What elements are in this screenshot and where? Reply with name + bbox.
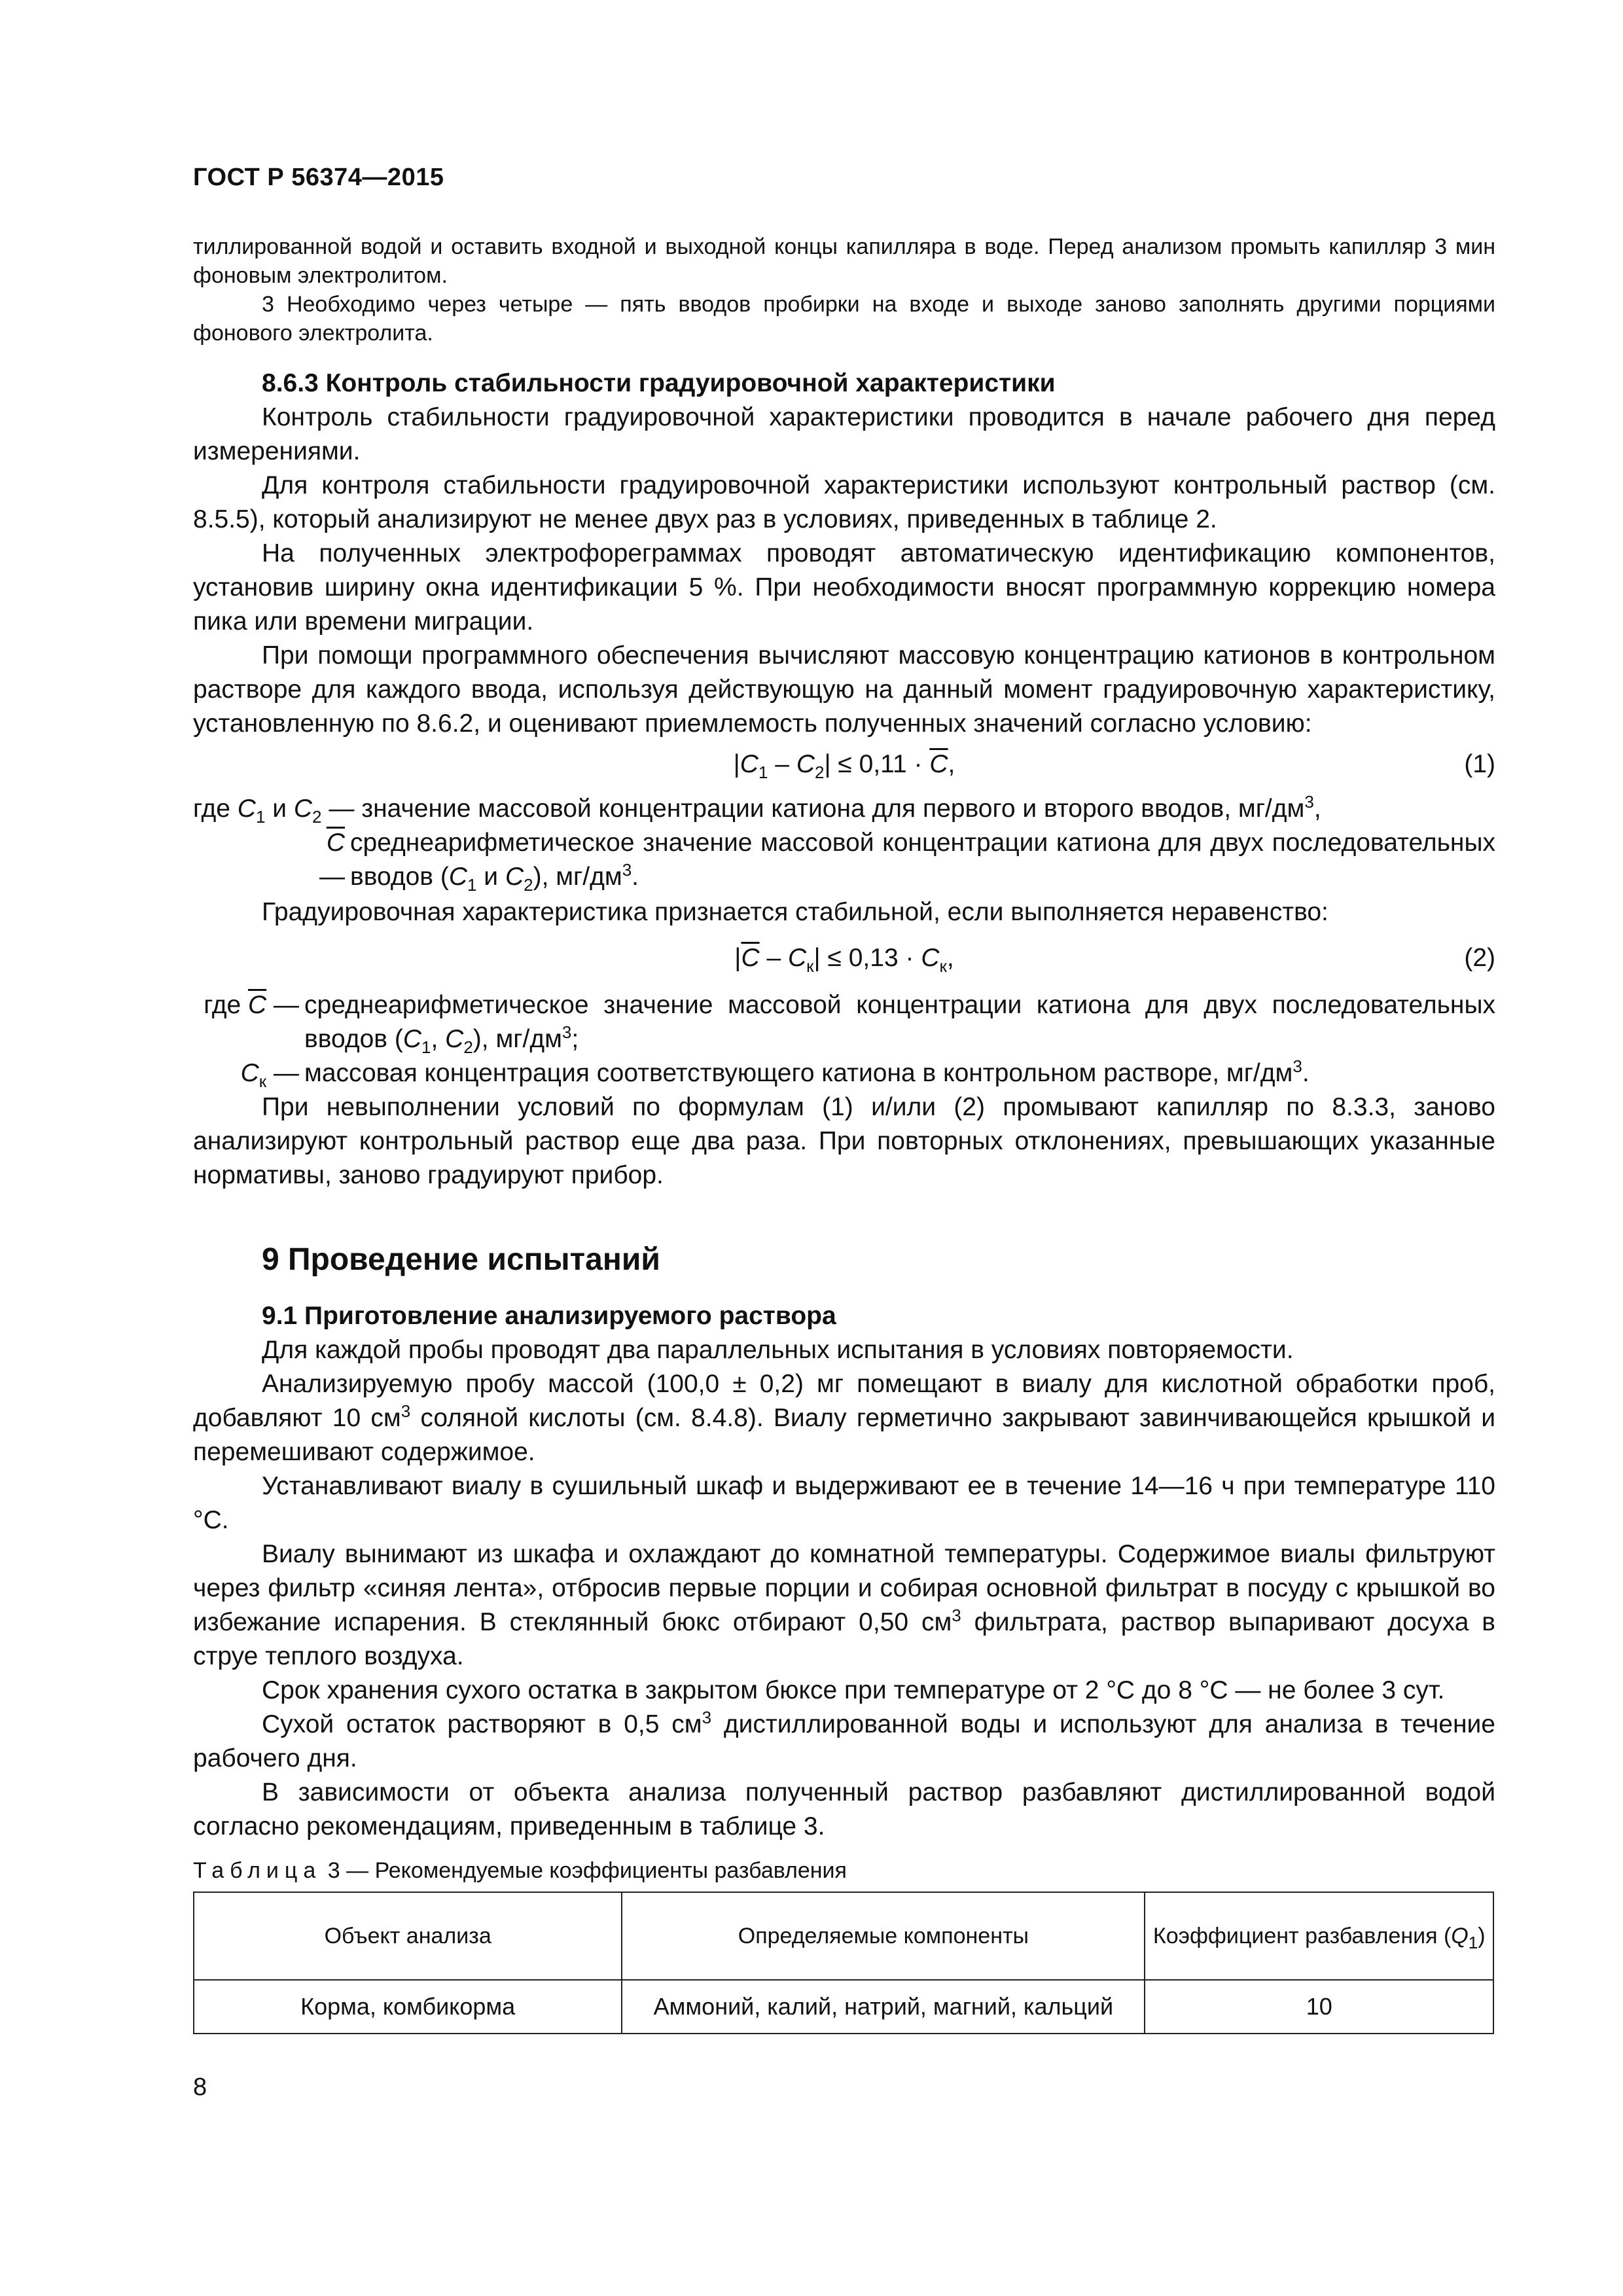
table-header-cell: Определяемые компоненты xyxy=(622,1892,1145,1980)
formula-1 xyxy=(193,746,1495,783)
definition-c-mean-2 xyxy=(193,988,1495,1056)
table-cell: Корма, комбикорма xyxy=(194,1980,622,2034)
subsection-heading: 9.1 Приготовление анализируемого раствора xyxy=(262,1302,836,1330)
section-heading: 8.6.3 Контроль стабильности градуировочной характеристики xyxy=(262,369,1056,397)
section-8-6-3 xyxy=(193,367,1495,1193)
paragraph: Для контроля стабильности градуировочной характеристики используют контрольный раствор (см. 8.5.5), который анализируют не менее двух раз в условиях, приведенных в таблице 2. xyxy=(193,471,1495,533)
paragraph: Для каждой пробы проводят два параллельных испытания в условиях повторяемости. xyxy=(262,1336,1294,1364)
section-heading: 9 Проведение испытаний xyxy=(262,1242,660,1277)
paragraph: При невыполнении условий по формулам (1) и/или (2) промывают капилляр по 8.3.3, заново анализируют контрольный раствор еще два раза. При повторных отклонениях, превышающих указанные нормативы, заново градуируют прибор. xyxy=(193,1093,1495,1189)
table-header-cell: Коэффициент разбавления $(Q_1)$ xyxy=(1145,1892,1493,1980)
paragraph: Устанавливают виалу в сушильный шкаф и выдерживают ее в течение 14—16 ч при температуре 110 °С. xyxy=(193,1472,1495,1534)
table-header-row xyxy=(194,1892,1493,1980)
paragraph: Срок хранения сухого остатка в закрытом бюксе при температуре от 2 °С до 8 °С — не более 3 сут. xyxy=(262,1676,1445,1704)
definition-text: значение массовой концентрации катиона для первого и второго вводов, $мг/дм^3$, xyxy=(361,792,1321,823)
paragraph: Градуировочная характеристика признается стабильной, если выполняется неравенство: xyxy=(262,898,1329,926)
table-cell: 10 xyxy=(1145,1980,1493,2034)
definition-term: где $\overline{C}$ — xyxy=(204,991,299,1019)
paragraph: Анализируемую пробу массой (100,0 ± 0,2) мг помещают в виалу для кислотной обработки проб, добавляют 10 $см^3$ соляной кислоты (см. 8.4.8). Виалу герметично закрывают завинчивающейся крышкой и перемешивают содержимое. xyxy=(193,1370,1496,1466)
note-2-continuation: тиллированной водой и оставить входной и выходной концы капилляра в воде. Перед анализом промыть капилляр 3 мин фоновым электролитом. xyxy=(193,234,1495,288)
definition-text: массовая концентрация соответствующего катиона в контрольном растворе, $мг/дм^3$. xyxy=(304,1056,1310,1087)
section-9 xyxy=(193,1240,1495,1844)
notes-block xyxy=(193,232,1495,348)
table-caption xyxy=(193,1856,847,1885)
paragraph: В зависимости от объекта анализа полученный раствор разбавляют дистиллированной водой согласно рекомендациям, приведенным в таблице 3. xyxy=(193,1778,1495,1840)
definition-term: где $C_1$ и $C_2$ — xyxy=(193,795,355,827)
formula-2 xyxy=(193,940,1495,977)
paragraph: На полученных электрофореграммах проводят автоматическую идентификацию компонентов, установив ширину окна идентификации 5 %. При необходимости вносят программную коррекцию номера пика или времени миграции. xyxy=(193,539,1495,636)
definition-c-mean xyxy=(193,826,1495,894)
paragraph: Контроль стабильности градуировочной характеристики проводится в начале рабочего дня перед измерениями. xyxy=(193,403,1495,465)
definition-term: $\overline{C}$ — xyxy=(319,829,345,891)
table-cell: Аммоний, калий, натрий, магний, кальций xyxy=(622,1980,1145,2034)
note-3: 3 Необходимо через четыре — пять вводов пробирки на входе и выходе заново заполнять другими порциями фонового электролита. xyxy=(193,292,1495,346)
table-caption-word: Таблица xyxy=(193,1858,322,1883)
paragraph: При помощи программного обеспечения вычисляют массовую концентрацию катионов в контрольном растворе для каждого ввода, используя действующую на данный момент градуировочную характеристику, установленную по 8.6.2, и оценивают приемлемость полученных значений согласно условию: xyxy=(193,641,1495,738)
definition-ck xyxy=(193,1056,1495,1090)
definition-term: $C_к$ — xyxy=(240,1059,299,1091)
formula-1-expression: $|C_1 - C_2| \le 0,11 \cdot \overline{C}$, xyxy=(733,750,955,782)
dilution-table xyxy=(193,1892,1494,2034)
table-row xyxy=(194,1980,1493,2034)
document-code: ГОСТ Р 56374—2015 xyxy=(193,164,444,191)
table-header-cell: Объект анализа xyxy=(194,1892,622,1980)
formula-1-number: (1) xyxy=(1464,750,1495,778)
paragraph: Сухой остаток растворяют в 0,5 $см^3$ дистиллированной воды и используют для анализа в течение рабочего дня. xyxy=(193,1708,1495,1772)
page-number: 8 xyxy=(193,2073,207,2101)
definition-text: среднеарифметическое значение массовой концентрации катиона для двух последовательных вводов ($C_1$, $C_2$), $мг/дм^3$; xyxy=(304,991,1495,1057)
definition-text: среднеарифметическое значение массовой концентрации катиона для двух последовательных вводов ($C_1$ и $C_2$), $мг/дм^3$. xyxy=(350,829,1495,895)
paragraph: Виалу вынимают из шкафа и охлаждают до комнатной температуры. Содержимое виалы фильтруют через фильтр «синяя лента», отбросив первые порции и собирая основной фильтрат в посуду с крышкой во избежание испарения. В стеклянный бюкс отбирают 0,50 $см^3$ фильтрата, раствор выпаривают досуха в струе теплого воздуха. xyxy=(193,1540,1495,1670)
formula-2-number: (2) xyxy=(1464,944,1495,972)
definition-c1-c2 xyxy=(193,792,1495,826)
formula-2-expression: $|\overline{C} - C_к| \le 0,13 \cdot C_к$, xyxy=(734,944,954,976)
table-caption-text: 3 — Рекомендуемые коэффициенты разбавления xyxy=(327,1858,847,1883)
